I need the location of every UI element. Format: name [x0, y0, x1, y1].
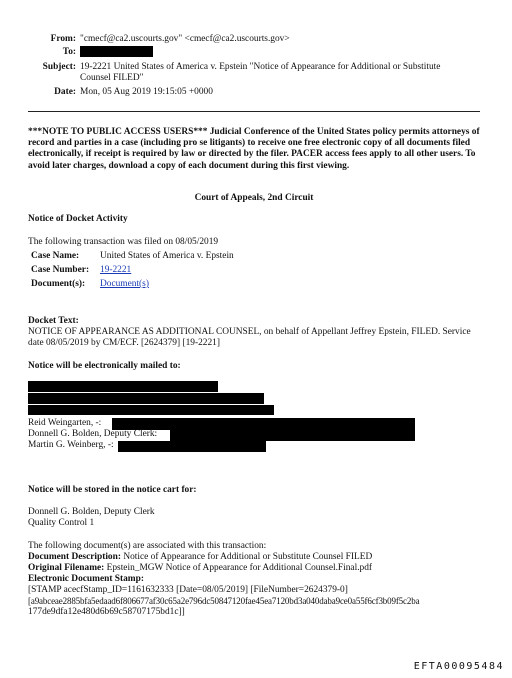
subject-value: 19-2221 United States of America v. Epstein "Notice of Appearance for Additional or Substitute Counsel FILED" [80, 62, 441, 83]
public-access-note: ***NOTE TO PUBLIC ACCESS USERS*** Judicial Conference of the United States policy permits attorneys of record and parties in a case (including pro se litigants) to receive one free electronic copy of all documents filed electronically, if receipt is required by law or directed by the filer. PACER access fees apply to all other users. To avoid later charges, download a copy of each document during this first viewing. [28, 127, 480, 171]
to-label: To: [62, 47, 76, 57]
docket-text: NOTICE OF APPEARANCE AS ADDITIONAL COUNSEL, on behalf of Appellant Jeffrey Epstein, FILED. Service date 08/05/2019 by CM/ECF. [2624379] [19-2221] [28, 327, 471, 349]
date-label: Date: [54, 87, 76, 97]
stamp-line-3: 177de9dfa12e480d6b69c58707175bd1c]] [28, 607, 185, 617]
docket-text-heading: Docket Text: [28, 316, 79, 326]
recipient-redaction-1 [28, 381, 218, 392]
original-filename-label: Original Filename: [28, 563, 105, 573]
case-number-label: Case Number: [31, 265, 90, 275]
date-value: Mon, 05 Aug 2019 19:15:05 +0000 [80, 87, 213, 97]
bates-id: EFTA00095484 [413, 661, 504, 672]
cart-line-2: Quality Control 1 [28, 518, 95, 528]
case-number-link[interactable]: 19-2221 [100, 265, 132, 275]
recipient-3: Martin G. Weinberg, -: [28, 440, 114, 450]
recipient-1-redaction [112, 418, 415, 430]
original-filename [28, 563, 498, 574]
recipient-redaction-3 [28, 405, 274, 415]
case-name-value: United States of America v. Epstein [100, 251, 234, 261]
case-name-label: Case Name: [31, 251, 80, 261]
cart-heading: Notice will be stored in the notice cart for: [28, 485, 197, 495]
document-description [28, 552, 498, 563]
docket-activity-heading: Notice of Docket Activity [28, 214, 128, 224]
documents-link[interactable]: Document(s) [100, 279, 149, 289]
document-description-label: Document Description: [28, 552, 121, 562]
subject-label: Subject: [42, 62, 76, 72]
recipient-2-redaction [170, 430, 415, 441]
cart-line-1: Donnell G. Bolden, Deputy Clerk [28, 507, 155, 517]
transaction-line: The following transaction was filed on 08/05/2019 [28, 237, 219, 247]
document-description-value: Notice of Appearance for Additional or Substitute Counsel FILED [123, 552, 373, 562]
stamp-line-2: [a9abceae2885bfa5edaad6f806677af30c65a2e796dc50847120fae45ea7120bd3a040daba9ce0a55f6cf3b09f5c2ba [28, 596, 420, 606]
documents-intro: The following document(s) are associated with this transaction: [28, 541, 267, 551]
recipient-redaction-2 [28, 393, 264, 404]
to-redaction [80, 46, 153, 57]
stamp-line-1: [STAMP acecfStamp_ID=1161632333 [Date=08/05/2019] [FileNumber=2624379-0] [28, 585, 348, 595]
header-divider [28, 111, 480, 112]
recipient-1: Reid Weingarten, -: [28, 418, 102, 428]
documents-label: Document(s): [31, 279, 86, 289]
stamp-label: Electronic Document Stamp: [28, 574, 144, 584]
mailed-heading: Notice will be electronically mailed to: [28, 361, 181, 371]
court-name: Court of Appeals, 2nd Circuit [194, 193, 314, 203]
original-filename-value: Epstein_MGW Notice of Appearance for Additional Counsel.Final.pdf [106, 563, 373, 573]
recipient-3-redaction [118, 441, 266, 452]
from-value: "cmecf@ca2.uscourts.gov" <cmecf@ca2.uscourts.gov> [80, 34, 290, 44]
recipient-2: Donnell G. Bolden, Deputy Clerk: [28, 429, 158, 439]
from-label: From: [50, 34, 76, 44]
